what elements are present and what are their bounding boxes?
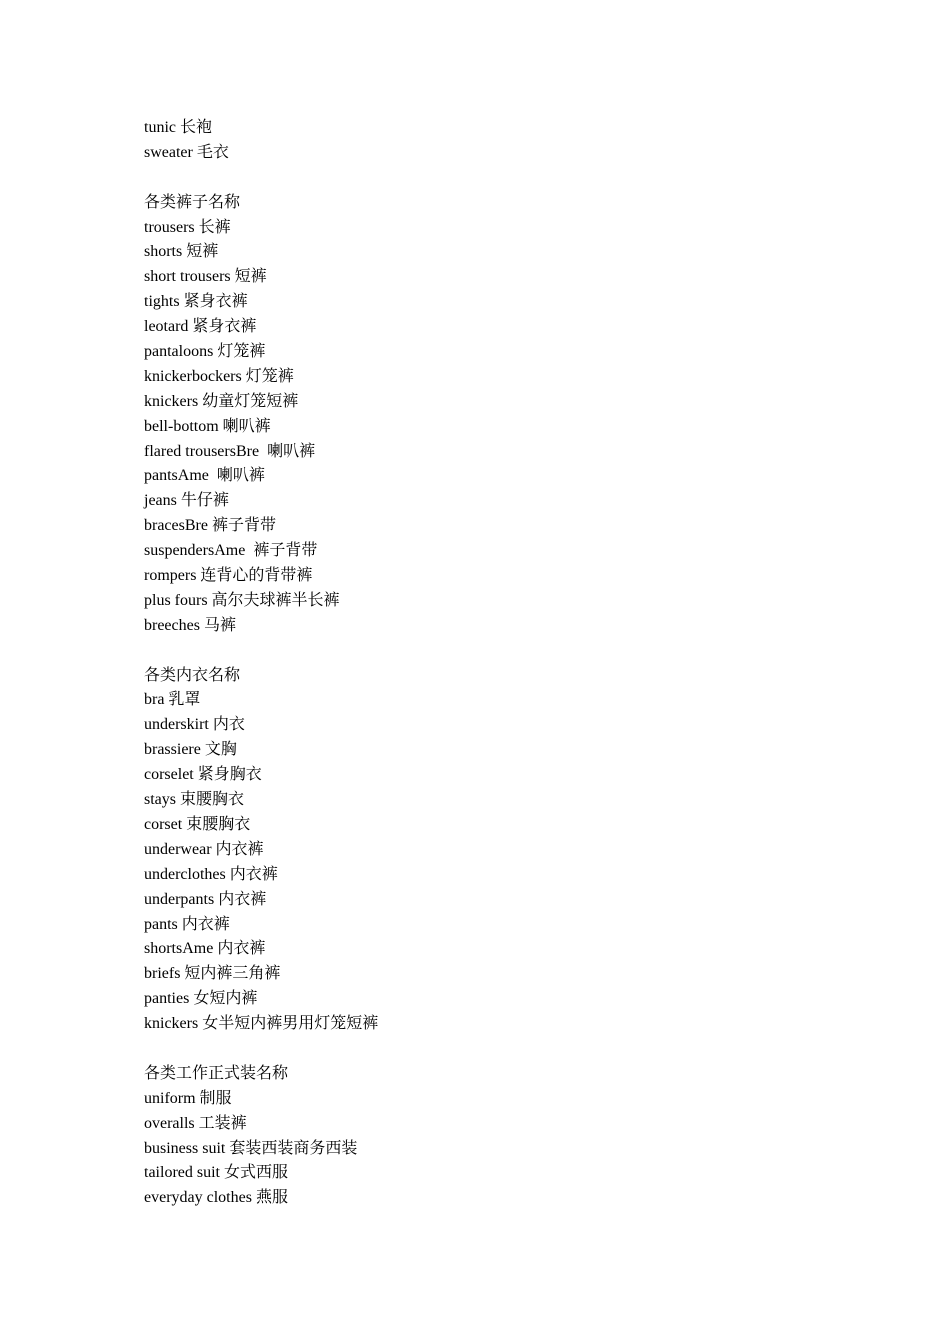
vocab-entry: briefs 短内裤三角裤 [144,965,281,983]
vocab-entry: underclothes 内衣裤 [144,865,278,883]
vocab-entry: knickerbockers 灯笼裤 [144,367,294,385]
vocab-entry: corselet 紧身胸衣 [144,766,262,784]
vocab-entry: flared trousersBre 喇叭裤 [144,442,316,460]
vocab-entry: stays 束腰胸衣 [144,791,245,809]
vocab-entry: tunic 长袍 [144,119,212,136]
section-spacer [144,166,864,191]
section-heading: 各类工作正式装名称 [144,1064,289,1082]
vocab-entry: corset 束腰胸衣 [144,815,251,833]
section-spacer [144,639,864,664]
vocab-section [144,639,864,1037]
vocab-entry: brassiere 文胸 [144,741,237,759]
vocab-entry: everyday clothes 燕服 [144,1189,288,1207]
vocab-entry: pantsAme 喇叭裤 [144,467,265,485]
vocab-entry: leotard 紧身衣裤 [144,318,257,336]
vocab-entry: tailored suit 女式西服 [144,1164,288,1182]
vocab-entry: business suit 套装西装商务西装 [144,1139,358,1157]
vocab-entry: uniform 制服 [144,1089,232,1107]
vocab-entry: knickers 幼童灯笼短裤 [144,392,299,410]
vocab-entry: overalls 工装裤 [144,1114,247,1132]
section-heading: 各类裤子名称 [144,193,241,211]
vocab-entry: bracesBre 裤子背带 [144,517,276,535]
vocab-entry: shortsAme 内衣裤 [144,940,266,958]
vocab-entry: underwear 内衣裤 [144,840,264,858]
vocab-section [144,166,864,639]
vocab-entry: jeans 牛仔裤 [144,492,229,510]
vocab-entry: underpants 内衣裤 [144,890,267,908]
vocab-entry: bra 乳罩 [144,691,201,709]
vocab-entry: bell-bottom 喇叭裤 [144,417,271,435]
vocab-entry: plus fours 高尔夫球裤半长裤 [144,591,340,609]
vocab-entry: knickers 女半短内裤男用灯笼短裤 [144,1015,379,1033]
section-heading: 各类内衣名称 [144,666,241,684]
vocab-entry: short trousers 短裤 [144,268,267,286]
vocab-entry: panties 女短内裤 [144,990,258,1008]
vocab-entry: pantaloons 灯笼裤 [144,343,266,361]
section-spacer [144,1037,864,1062]
document-body [144,116,864,1211]
vocab-entry: pants 内衣裤 [144,915,230,933]
vocab-entry: underskirt 内衣 [144,716,245,734]
vocab-entry: sweater 毛衣 [144,143,229,161]
vocab-section [144,1037,864,1211]
vocab-entry: trousers 长裤 [144,218,231,236]
vocab-section [144,116,864,166]
vocab-entry: tights 紧身衣裤 [144,293,248,311]
vocab-entry: rompers 连背心的背带裤 [144,567,313,585]
vocab-entry: suspendersAme 裤子背带 [144,542,318,560]
vocab-entry: shorts 短裤 [144,243,219,261]
vocab-entry: breeches 马裤 [144,616,236,634]
